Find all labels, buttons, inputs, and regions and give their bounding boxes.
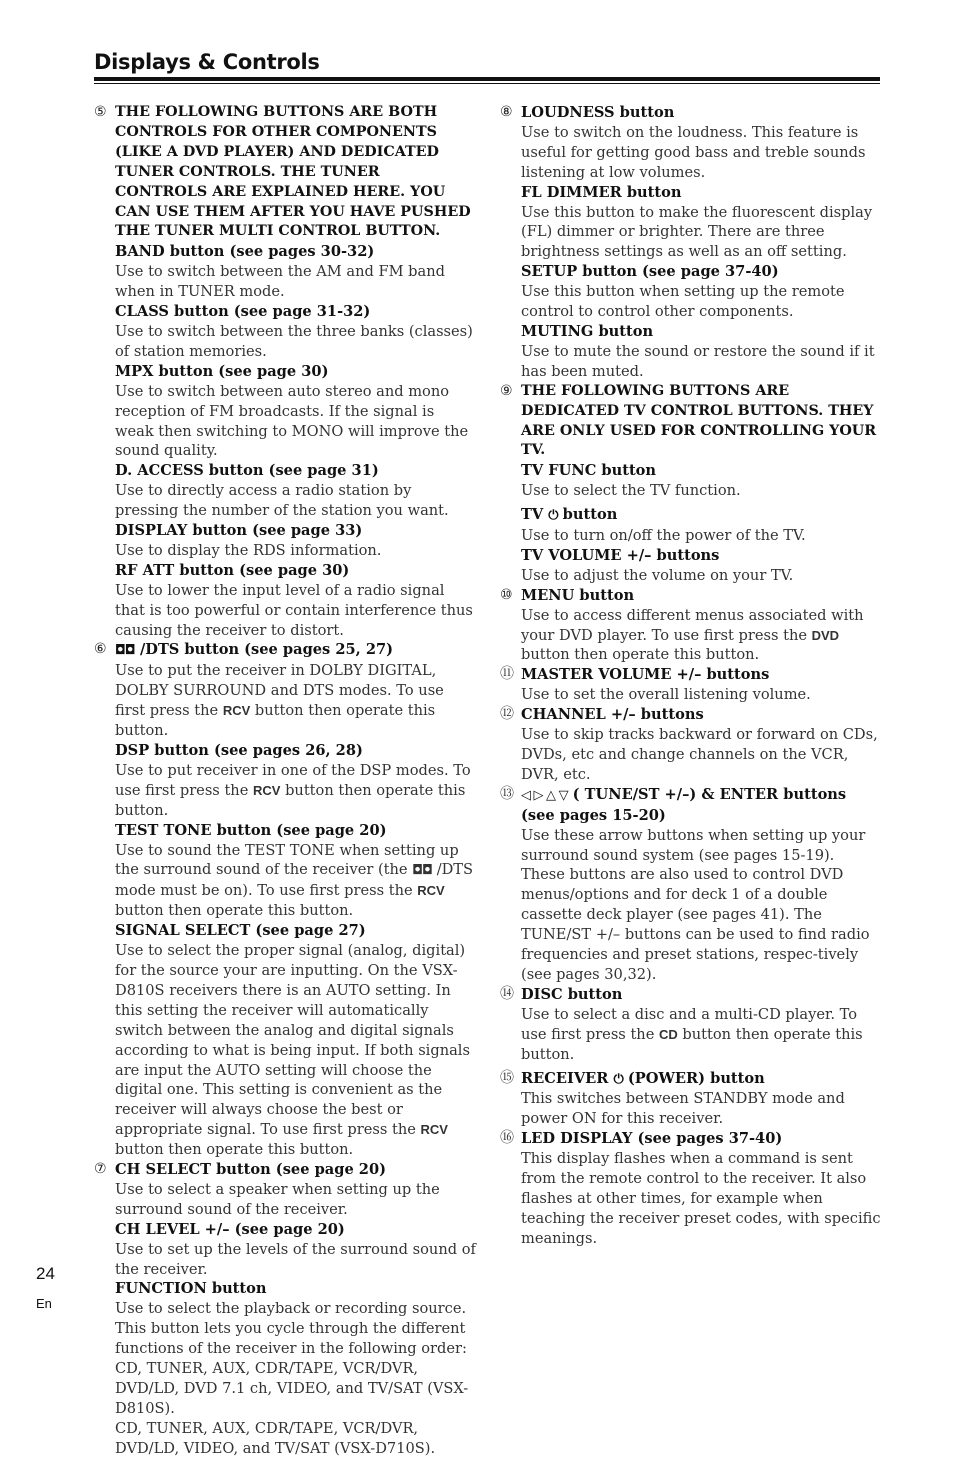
desc-text: /DTS mode must be on). To use first press the (115, 861, 474, 900)
item-number: ⑮ (500, 1069, 514, 1086)
desc-text: Use to select a disc and a multi-CD player. To use first press the (521, 1005, 858, 1043)
band-button-desc: Use to switch between the AM and FM band when in TUNER mode. (115, 263, 445, 301)
item-15 (500, 1069, 882, 1130)
desc-text: button then operate this button. (115, 902, 354, 920)
test-tone-button-title: TEST TONE button (see page 20) (115, 821, 387, 839)
fl-dimmer-button-desc: Use this button to make the fluorescent display (FL) dimmer or brighter. There are three brightness settings as well as an off setting. (521, 203, 873, 261)
muting-button-title: MUTING button (521, 322, 654, 340)
display-button-desc: Use to display the RDS information. (115, 541, 382, 559)
muting-button-desc: Use to mute the sound or restore the sound if it has been muted. (521, 342, 875, 380)
desc-text: Use to put the receiver in DOLBY DIGITAL, DOLBY SURROUND and DTS modes. To use first press the (115, 662, 444, 720)
title-text: (POWER) button (627, 1069, 765, 1087)
section-heading: THE FOLLOWING BUTTONS ARE DEDICATED TV CONTROL BUTTONS. THEY ARE ONLY USED FOR CONTROLLING YOUR TV. (521, 382, 877, 459)
section-heading: THE FOLLOWING BUTTONS ARE BOTH CONTROLS FOR OTHER COMPONENTS (LIKE A DVD PLAYER) AND DEDICATED TUNER CONTROLS. THE TUNER CONTROLS ARE EXPLAINED HERE. YOU CAN USE THEM AFTER YOU HAVE PUSHED THE TUNER MULTI CONTROL BUTTON. (115, 104, 471, 240)
right-column (500, 103, 882, 1249)
d-access-button-desc: Use to directly access a radio station by pressing the number of the station you want. (115, 482, 449, 520)
tune-enter-buttons-title (521, 785, 882, 826)
function-button-desc: Use to select the playback or recording source. This button lets you cycle through the different functions of the receiver in the following order: CD, TUNER, AUX, CDR/TAPE, VCR/DVR, DVD/LD, DVD 7.1 ch, VIDEO, and TV/SAT (VSX-D810S). (115, 1300, 469, 1417)
item-16 (500, 1129, 882, 1248)
title-text: ( TUNE/ST +/–) & ENTER buttons (see pages 15-20) (521, 785, 847, 824)
master-volume-title: MASTER VOLUME +/– buttons (521, 666, 770, 684)
dolby-logo-icon: ◘◘ (412, 863, 433, 879)
item-number: ⑬ (500, 785, 514, 802)
ch-level-title: CH LEVEL +/– (see page 20) (115, 1220, 345, 1238)
page-number: 24 (36, 1264, 55, 1283)
item-12 (500, 705, 882, 785)
tv-func-button-title: TV FUNC button (521, 462, 657, 480)
ch-level-desc: Use to set up the levels of the surround sound of the receiver. (115, 1240, 476, 1278)
function-button-title: FUNCTION button (115, 1280, 267, 1298)
display-button-title: DISPLAY button (see page 33) (115, 522, 363, 540)
desc-text: Use to sound the TEST TONE when setting up the surround sound of the receiver (the (115, 841, 459, 879)
dolby-logo-icon: ◘◘ (115, 643, 135, 659)
title-text: button (562, 506, 618, 524)
rf-att-button-title: RF ATT button (see page 30) (115, 561, 350, 579)
item-8 (500, 103, 882, 382)
item-number: ⑪ (500, 666, 514, 683)
master-volume-desc: Use to set the overall listening volume. (521, 686, 811, 704)
tv-func-button-desc: Use to select the TV function. (521, 482, 741, 500)
setup-button-title: SETUP button (see page 37-40) (521, 263, 779, 281)
item-number: ⑭ (500, 985, 514, 1002)
item-9 (500, 382, 882, 586)
dsp-button-title: DSP button (see pages 26, 28) (115, 742, 363, 759)
ch-select-button-title: CH SELECT button (see page 20) (115, 1161, 387, 1179)
channel-buttons-desc: Use to skip tracks backward or forward on CDs, DVDs, etc and change channels on the VCR, DVR, etc. (521, 726, 878, 783)
desc-text: Use to select the proper signal (analog, digital) for the source your are inputting. On the VSX-D810S receivers there is an AUTO setting. In this setting the receiver will automatically switch between the analog and digital signals according to what is being input. If both signals are input the AUTO setting will choose the digital one. This setting is convenient as the receiver will always choose the best or appropriate signal. To use first press the (115, 942, 470, 1139)
item-5 (94, 103, 476, 640)
desc-text: button then operate this button. (115, 702, 436, 740)
setup-button-desc: Use this button when setting up the remote control to control other components. (521, 283, 845, 321)
item-13 (500, 785, 882, 985)
rcv-key-label: RCV (222, 703, 251, 719)
left-column (94, 103, 476, 1459)
d-access-button-title: D. ACCESS button (see page 31) (115, 462, 379, 480)
item-14 (500, 985, 882, 1065)
language-code: En (36, 1296, 52, 1311)
desc-text: button then operate this button. (521, 646, 760, 664)
page-title: Displays & Controls (94, 50, 320, 74)
loudness-button-title: LOUDNESS button (521, 104, 675, 121)
title-text: TV (521, 506, 544, 524)
item-number: ⑤ (94, 104, 107, 120)
dsp-button-desc (115, 761, 476, 821)
title-text: RECEIVER (521, 1069, 609, 1087)
desc-text: Use to access different menus associated with your DVD player. To use first press the (521, 606, 864, 644)
item-6 (94, 640, 476, 1160)
band-button-title: BAND button (see pages 30-32) (115, 243, 375, 261)
dvd-key-label: DVD (811, 627, 840, 643)
item-number: ⑫ (500, 706, 514, 723)
dts-button-desc (115, 661, 476, 741)
tv-power-button-title (521, 505, 882, 526)
rcv-key-label: RCV (252, 782, 281, 798)
power-icon: ⏻ (548, 508, 558, 524)
menu-button-desc (521, 606, 882, 666)
menu-button-title: MENU button (521, 586, 635, 604)
disc-button-title: DISC button (521, 985, 623, 1003)
receiver-power-button-desc: This switches between STANDBY mode and power ON for this receiver. (521, 1090, 845, 1128)
item-7 (94, 1160, 476, 1459)
desc-text: Use to put receiver in one of the DSP modes. To use first press the (115, 761, 471, 799)
function-button-desc-2: CD, TUNER, AUX, CDR/TAPE, VCR/DVR, DVD/LD, VIDEO, and TV/SAT (VSX-D710S). (115, 1419, 436, 1457)
ch-select-button-desc: Use to select a speaker when setting up the surround sound of the receiver. (115, 1180, 440, 1218)
desc-text: button then operate this button. (115, 1141, 354, 1159)
led-display-title: LED DISPLAY (see pages 37-40) (521, 1130, 783, 1148)
item-number: ⑧ (500, 104, 513, 120)
desc-text: button then operate this button. (521, 1025, 863, 1063)
rcv-key-label: RCV (417, 883, 445, 899)
dts-button-title-text: /DTS button (see pages 25, 27) (139, 641, 394, 659)
channel-buttons-title: CHANNEL +/– buttons (521, 706, 704, 724)
signal-select-desc (115, 941, 476, 1160)
item-11 (500, 665, 882, 705)
item-number: ⑦ (94, 1161, 107, 1178)
loudness-button-desc: Use to switch on the loudness. This feature is useful for getting good bass and treble sounds listening at low volumes. (521, 123, 866, 181)
class-button-title: CLASS button (see page 31-32) (115, 303, 371, 321)
header-rule-thin (94, 83, 880, 84)
class-button-desc: Use to switch between the three banks (classes) of station memories. (115, 322, 473, 360)
power-icon: ⏻ (613, 1071, 623, 1087)
rf-att-button-desc: Use to lower the input level of a radio signal that is too powerful or contain interference thus causing the receiver to distort. (115, 581, 473, 639)
cd-key-label: CD (658, 1026, 678, 1042)
mpx-button-desc: Use to switch between auto stereo and mono reception of FM broadcasts. If the signal is weak then switching to MONO will improve the sound quality. (115, 382, 469, 460)
header-rule-thick (94, 77, 880, 81)
test-tone-button-desc (115, 841, 476, 922)
fl-dimmer-button-title: FL DIMMER button (521, 183, 682, 201)
item-number: ⑨ (500, 382, 513, 399)
tv-volume-buttons-desc: Use to adjust the volume on your TV. (521, 566, 794, 584)
tv-volume-buttons-title: TV VOLUME +/– buttons (521, 546, 720, 564)
item-10 (500, 586, 882, 666)
dts-button-title (115, 640, 476, 661)
mpx-button-title: MPX button (see page 30) (115, 362, 329, 380)
tv-power-button-desc: Use to turn on/off the power of the TV. (521, 527, 806, 545)
led-display-desc: This display flashes when a command is sent from the remote control to the receiver. It also flashes at other times, for example when teaching the receiver preset codes, with specific meanings. (521, 1150, 881, 1247)
desc-text: button then operate this button. (115, 781, 466, 819)
item-number: ⑩ (500, 586, 513, 603)
receiver-power-button-title (521, 1069, 882, 1090)
tune-enter-buttons-desc: Use these arrow buttons when setting up your surround sound system (see pages 15-19). These buttons are also used to control DVD menus/options and for deck 1 of a double cassette deck player (see pages 41). The TUNE/ST +/– buttons can be used to find radio frequencies and preset stations, respec-tively (see pages 30,32). (521, 826, 870, 983)
disc-button-desc (521, 1005, 882, 1065)
rcv-key-label: RCV (420, 1122, 448, 1138)
signal-select-title: SIGNAL SELECT (see page 27) (115, 922, 366, 940)
arrow-buttons-icon: ◁ ▷ △ ▽ (521, 787, 568, 803)
item-number: ⑯ (500, 1130, 514, 1147)
item-number: ⑥ (94, 641, 107, 658)
